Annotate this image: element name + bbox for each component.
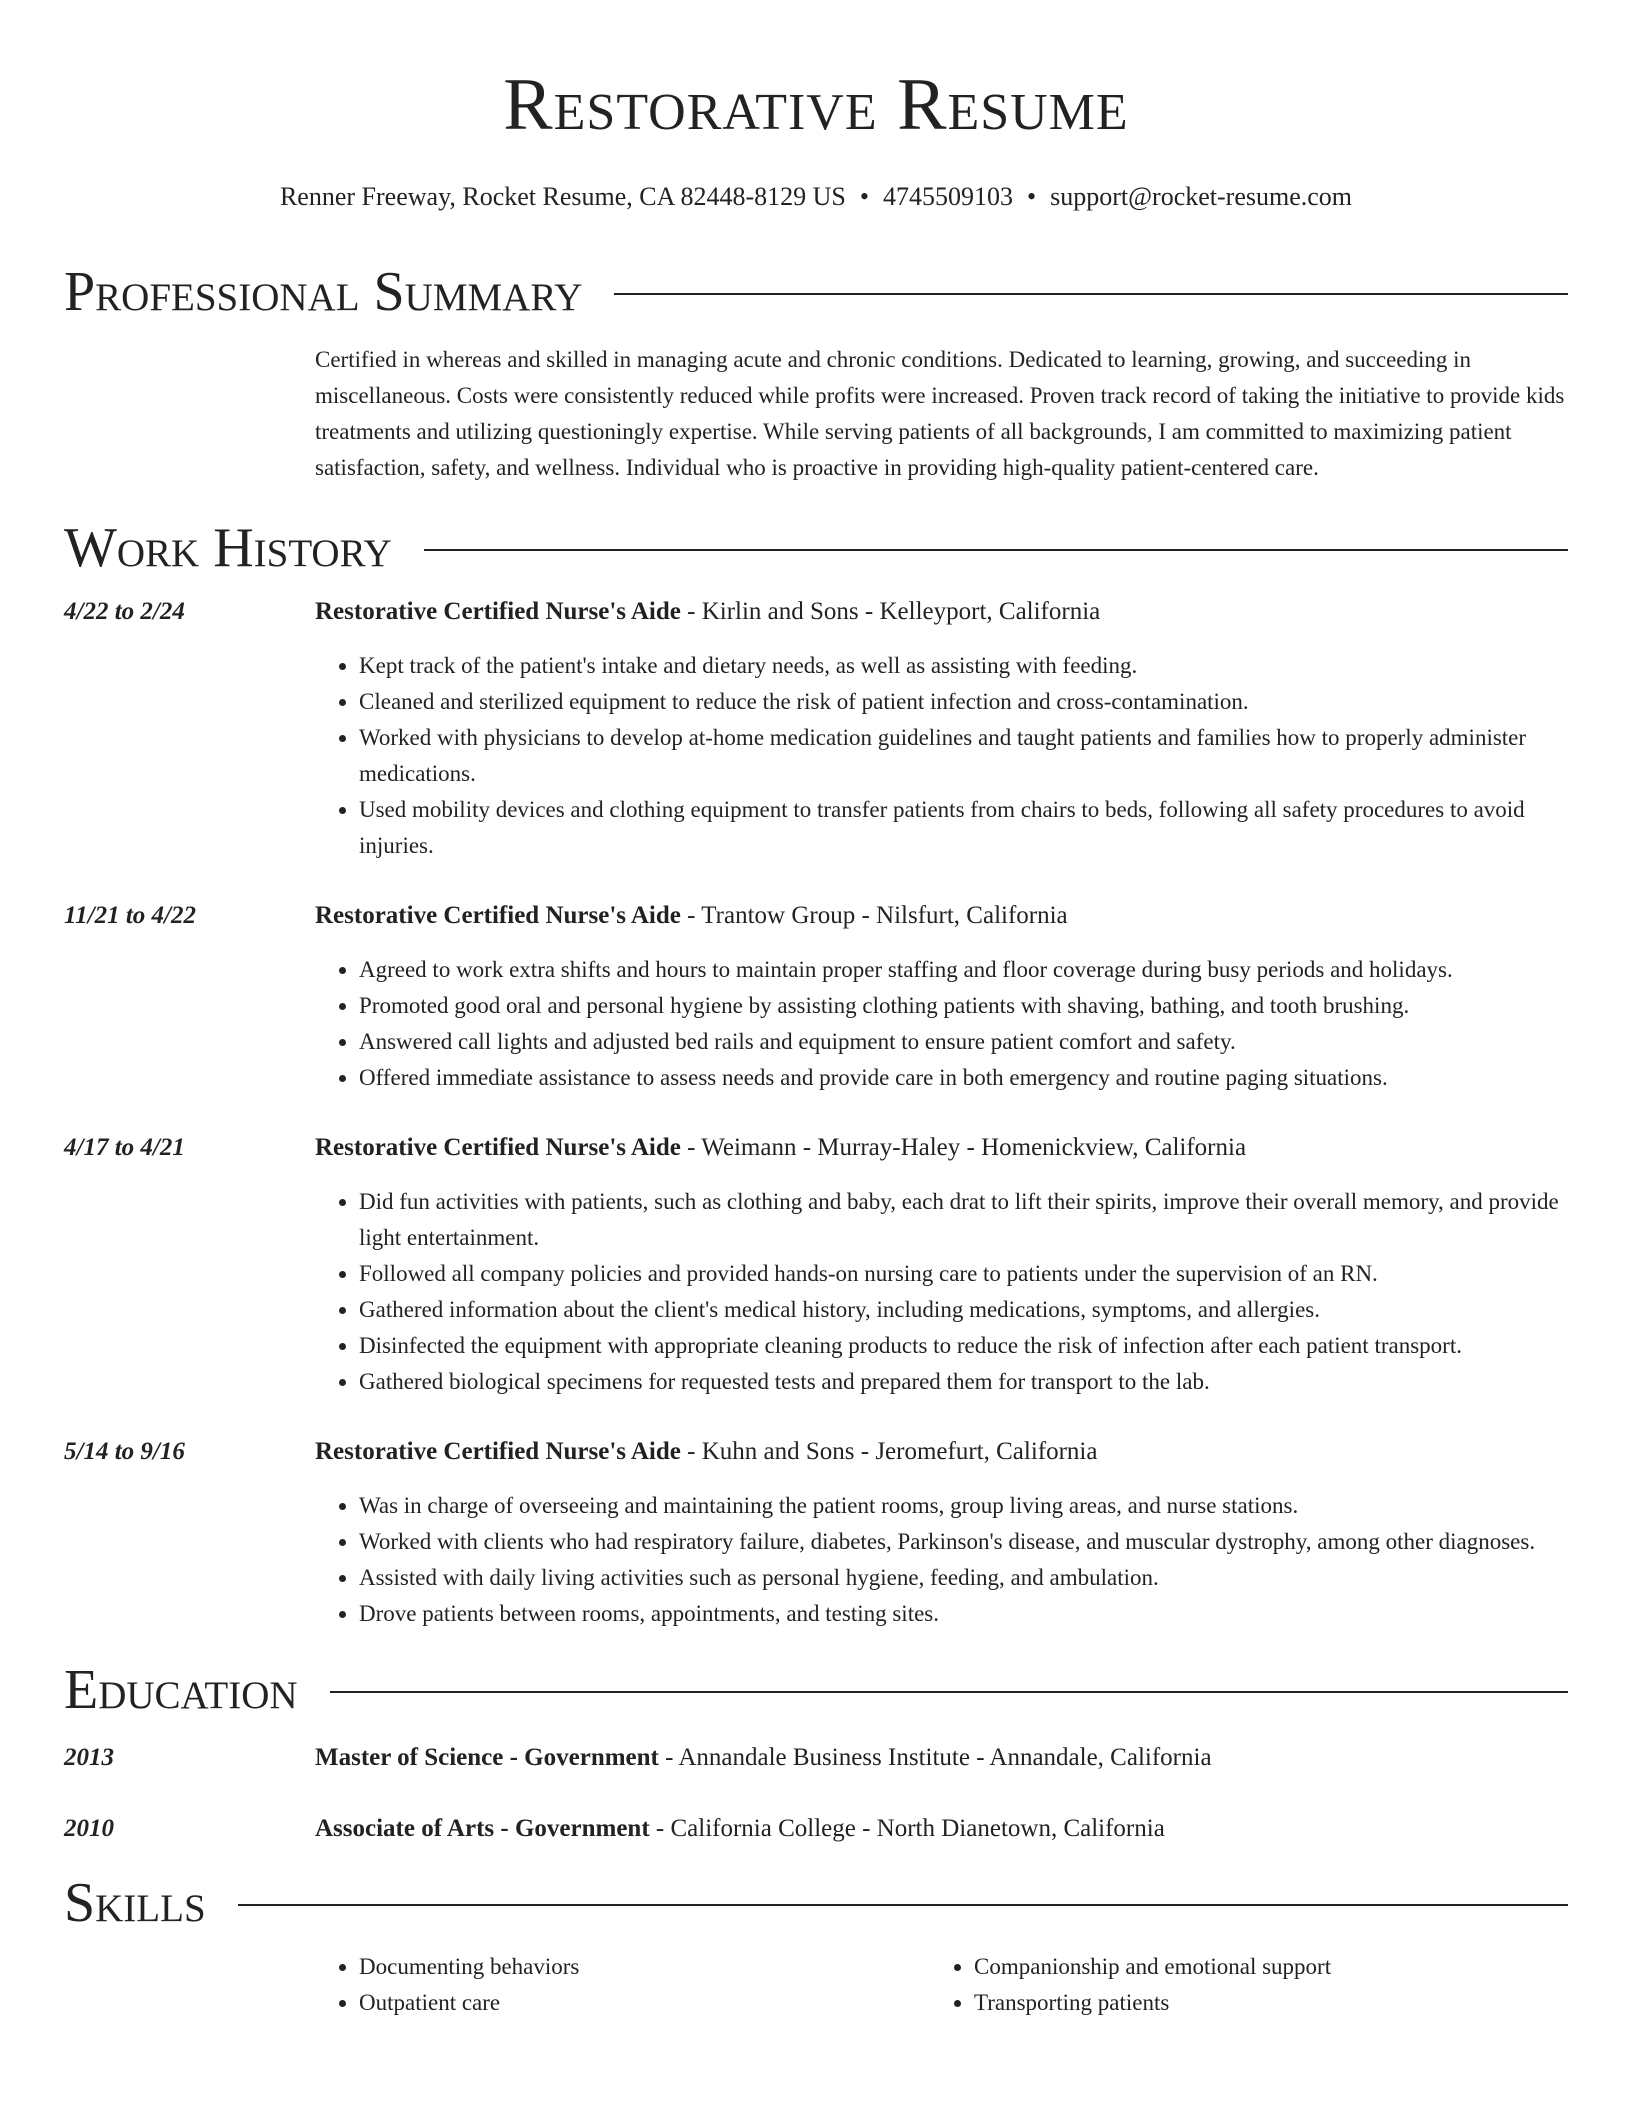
skills-list-right <box>930 1949 1545 2021</box>
job-bullet: • Promoted good oral and personal hygiene by assisting clothing patients with shaving, bathing, and tooth brushing. <box>359 988 1568 1024</box>
section-divider <box>330 1691 1568 1693</box>
education-heading: Education <box>64 1659 298 1721</box>
education-entry <box>64 1811 1568 1847</box>
job-bullet: • Worked with physicians to develop at-home medication guidelines and taught patients and families how to properly administer medications. <box>359 720 1568 792</box>
summary-section-heading <box>64 260 1568 324</box>
job-dates: 11/21 to 4/22 <box>64 902 196 929</box>
section-divider <box>424 549 1568 551</box>
education-line <box>315 1811 1568 1847</box>
education-body <box>315 1740 1568 1776</box>
job-entry <box>64 898 1568 1096</box>
job-dates: 4/17 to 4/21 <box>64 1134 185 1161</box>
job-bullets <box>315 648 1568 864</box>
job-details: - Kuhn and Sons - Jeromefurt, California <box>680 1438 1098 1465</box>
job-dates: 4/22 to 2/24 <box>64 598 185 625</box>
job-bullet: • Was in charge of overseeing and maintaining the patient rooms, group living areas, and nurse stations. <box>359 1488 1568 1524</box>
skills-list-left <box>315 1949 930 2021</box>
job-details: - Kirlin and Sons - Kelleyport, California <box>680 598 1101 625</box>
skills-columns <box>315 1949 1568 2021</box>
job-bullets <box>315 1184 1568 1400</box>
job-bullet: • Gathered information about the client's medical history, including medications, symptoms, and allergies. <box>359 1292 1568 1328</box>
job-bullet: • Cleaned and sterilized equipment to reduce the risk of patient infection and cross-contamination. <box>359 684 1568 720</box>
education-details: - California College - North Dianetown, California <box>649 1815 1165 1842</box>
contact-separator: • <box>1026 182 1037 211</box>
job-dates: 5/14 to 9/16 <box>64 1438 185 1465</box>
job-entry <box>64 1130 1568 1400</box>
job-bullet: • Gathered biological specimens for requested tests and prepared them for transport to the lab. <box>359 1364 1568 1400</box>
job-bullet: • Offered immediate assistance to assess needs and provide care in both emergency and routine paging situations. <box>359 1060 1568 1096</box>
job-bullet: • Agreed to work extra shifts and hours to maintain proper staffing and floor coverage during busy periods and holidays. <box>359 952 1568 988</box>
job-bullet: • Disinfected the equipment with appropriate cleaning products to reduce the risk of infection after each patient transport. <box>359 1328 1568 1364</box>
job-bullet: • Kept track of the patient's intake and dietary needs, as well as assisting with feeding. <box>359 648 1568 684</box>
job-entry <box>64 594 1568 864</box>
education-year: 2010 <box>64 1815 114 1842</box>
contact-line <box>64 180 1568 214</box>
skill-item: • Companionship and emotional support <box>974 1949 1545 1985</box>
education-line <box>315 1740 1568 1776</box>
job-body <box>315 1434 1568 1632</box>
job-body <box>315 594 1568 864</box>
job-title: Restorative Certified Nurse's Aide <box>315 902 681 929</box>
job-bullet: • Drove patients between rooms, appointments, and testing sites. <box>359 1596 1568 1632</box>
summary-heading: Professional Summary <box>64 261 583 323</box>
job-bullet: • Answered call lights and adjusted bed rails and equipment to ensure patient comfort and safety. <box>359 1024 1568 1060</box>
job-title-line <box>315 594 1568 630</box>
job-title-line <box>315 898 1568 934</box>
job-title-line <box>315 1130 1568 1166</box>
job-bullet: • Worked with clients who had respiratory failure, diabetes, Parkinson's disease, and muscular dystrophy, among other diagnoses. <box>359 1524 1568 1560</box>
section-divider <box>238 1904 1568 1906</box>
job-details: - Trantow Group - Nilsfurt, California <box>680 902 1068 929</box>
skills-section-heading <box>64 1871 1568 1935</box>
work-section-heading <box>64 516 1568 580</box>
contact-email: support@rocket-resume.com <box>1050 182 1353 211</box>
education-entry <box>64 1740 1568 1776</box>
job-bullets <box>315 1488 1568 1632</box>
job-bullet: • Assisted with daily living activities such as personal hygiene, feeding, and ambulation. <box>359 1560 1568 1596</box>
job-title: Restorative Certified Nurse's Aide <box>315 598 681 625</box>
skill-item: • Transporting patients <box>974 1985 1545 2021</box>
education-section-heading <box>64 1658 1568 1722</box>
education-degree: Associate of Arts - Government <box>315 1815 650 1842</box>
contact-address: Renner Freeway, Rocket Resume, CA 82448-8129 US <box>279 182 846 211</box>
job-title-line <box>315 1434 1568 1470</box>
job-bullet: • Used mobility devices and clothing equipment to transfer patients from chairs to beds, following all safety procedures to avoid injuries. <box>359 792 1568 864</box>
job-title: Restorative Certified Nurse's Aide <box>315 1438 681 1465</box>
job-bullets <box>315 952 1568 1096</box>
job-entry <box>64 1434 1568 1632</box>
job-body <box>315 898 1568 1096</box>
education-details: - Annandale Business Institute - Annandale, California <box>658 1744 1212 1771</box>
skill-item: • Outpatient care <box>359 1985 930 2021</box>
section-divider <box>614 293 1568 295</box>
contact-phone: 4745509103 <box>882 182 1013 211</box>
education-year: 2013 <box>64 1744 114 1771</box>
resume-title: Restorative Resume <box>503 64 1129 146</box>
job-details: - Weimann - Murray-Haley - Homenickview, California <box>680 1134 1247 1161</box>
job-bullet: • Followed all company policies and provided hands-on nursing care to patients under the supervision of an RN. <box>359 1256 1568 1292</box>
job-body <box>315 1130 1568 1400</box>
summary-text: Certified in whereas and skilled in managing acute and chronic conditions. Dedicated to learning, growing, and succeeding in miscellaneous. Costs were consistently reduced while profits were increased. Proven track record of taking the initiative to provide kids treatments and utilizing questioningly expertise. While serving patients of all backgrounds, I am committed to maximizing patient satisfaction, safety, and wellness. Individual who is proactive in providing high-quality patient-centered care. <box>315 347 1565 480</box>
education-degree: Master of Science - Government <box>315 1744 659 1771</box>
skill-item: • Documenting behaviors <box>359 1949 930 1985</box>
contact-separator: • <box>859 182 869 211</box>
education-body <box>315 1811 1568 1847</box>
job-bullet: • Did fun activities with patients, such as clothing and baby, each drat to lift their spirits, improve their overall memory, and provide light entertainment. <box>359 1184 1568 1256</box>
skills-heading: Skills <box>64 1872 206 1934</box>
job-title: Restorative Certified Nurse's Aide <box>315 1134 681 1161</box>
work-heading: Work History <box>64 517 392 579</box>
